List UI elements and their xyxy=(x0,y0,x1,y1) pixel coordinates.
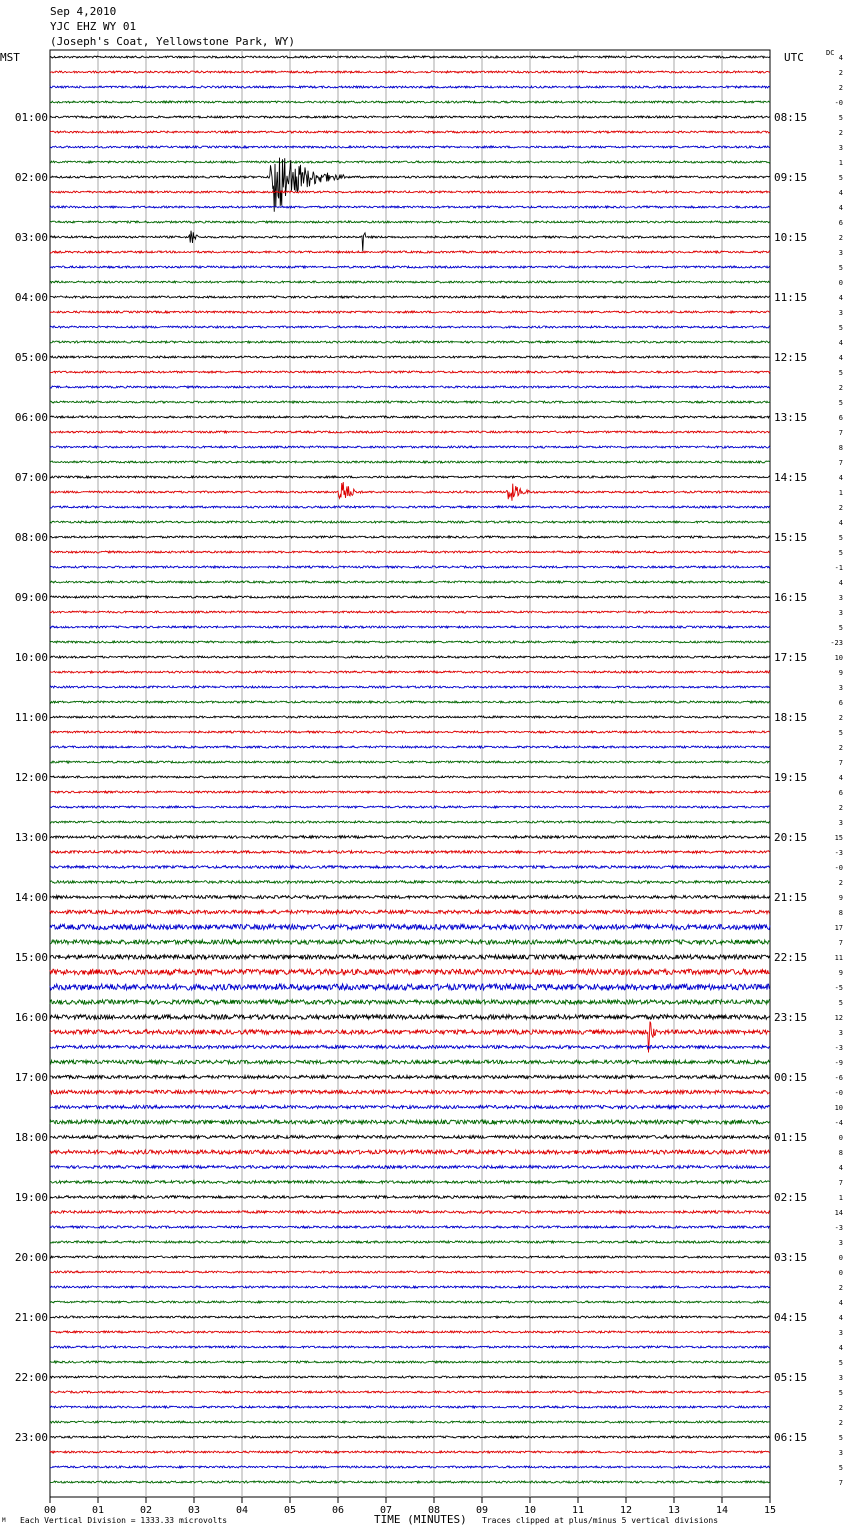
dc-offset-label: 17 xyxy=(834,924,843,932)
dc-offset-label: 2 xyxy=(838,879,843,887)
right-hour-label: 12:15 xyxy=(774,351,808,364)
dc-offset-label: 1 xyxy=(838,159,843,167)
left-hour-label: 10:00 xyxy=(14,651,48,664)
trace-6 xyxy=(50,131,770,133)
trace-73 xyxy=(50,1135,770,1138)
left-hour-label: 08:00 xyxy=(14,531,48,544)
dc-offset-label: 2 xyxy=(838,234,843,242)
trace-92 xyxy=(50,1421,770,1423)
dc-offset-label: 8 xyxy=(838,1149,843,1157)
scale-note: Each Vertical Division = 1333.33 microvolts xyxy=(20,1516,228,1525)
dc-offset-label: 9 xyxy=(838,669,843,677)
right-hour-label: 17:15 xyxy=(774,651,808,664)
trace-25 xyxy=(50,416,770,418)
left-hour-label: 23:00 xyxy=(14,1431,48,1444)
right-hour-label: 10:15 xyxy=(774,231,808,244)
header-date: Sep 4,2010 xyxy=(50,5,117,18)
trace-86 xyxy=(50,1331,770,1333)
dc-offset-label: 4 xyxy=(838,474,843,482)
x-tick-label: 07 xyxy=(379,1505,393,1516)
dc-offset-label: 3 xyxy=(838,684,843,692)
trace-31 xyxy=(50,506,770,508)
dc-offset-label: -6 xyxy=(834,1074,843,1082)
dc-offset-label: 4 xyxy=(838,1314,843,1322)
trace-56 xyxy=(50,881,770,884)
dc-offset-label: 2 xyxy=(838,1404,843,1412)
trace-74 xyxy=(50,1150,770,1154)
trace-95 xyxy=(50,1466,770,1468)
left-hour-label: 22:00 xyxy=(14,1371,48,1384)
trace-22 xyxy=(50,371,770,373)
left-hour-label: 18:00 xyxy=(14,1131,48,1144)
left-hour-label: 14:00 xyxy=(14,891,48,904)
trace-20 xyxy=(50,341,770,343)
clip-note: Traces clipped at plus/minus 5 vertical divisions xyxy=(482,1516,719,1525)
trace-85 xyxy=(50,1316,770,1318)
trace-38 xyxy=(50,611,770,613)
right-hour-label: 18:15 xyxy=(774,711,808,724)
x-tick-label: 05 xyxy=(283,1505,297,1516)
dc-offset-label: 4 xyxy=(838,339,843,347)
trace-79 xyxy=(50,1226,770,1228)
trace-50 xyxy=(50,791,770,793)
dc-offset-label: 0 xyxy=(838,279,843,287)
dc-offset-label: -23 xyxy=(830,639,843,647)
dc-offset-label: 7 xyxy=(838,1179,843,1187)
dc-offset-label: 0 xyxy=(838,1254,843,1262)
dc-offset-label: 2 xyxy=(838,384,843,392)
trace-51 xyxy=(50,806,770,808)
trace-87 xyxy=(50,1346,770,1348)
trace-33 xyxy=(50,536,770,538)
trace-78 xyxy=(50,1211,770,1214)
dc-offset-label: 4 xyxy=(838,1299,843,1307)
trace-2 xyxy=(50,71,770,73)
dc-offset-label: 5 xyxy=(838,369,843,377)
trace-65 xyxy=(50,1015,770,1020)
dc-offset-label: 1 xyxy=(838,1194,843,1202)
dc-offset-label: 2 xyxy=(838,1284,843,1292)
dc-offset-label: 5 xyxy=(838,1389,843,1397)
x-tick-label: 04 xyxy=(235,1505,249,1516)
left-hour-label: 03:00 xyxy=(14,231,48,244)
trace-18 xyxy=(50,311,770,313)
dc-offset-label: 9 xyxy=(838,894,843,902)
trace-54 xyxy=(50,851,770,854)
x-axis-label: TIME (MINUTES) xyxy=(374,1513,467,1526)
dc-offset-label: 6 xyxy=(838,699,843,707)
dc-offset-label: 10 xyxy=(834,654,843,662)
dc-offset-label: 4 xyxy=(838,1344,843,1352)
left-hour-label: 12:00 xyxy=(14,771,48,784)
dc-offset-label: 12 xyxy=(834,1014,843,1022)
trace-48 xyxy=(50,761,770,763)
trace-52 xyxy=(50,821,770,823)
dc-offset-label: 2 xyxy=(838,129,843,137)
right-hour-label: 13:15 xyxy=(774,411,808,424)
dc-offset-label: 6 xyxy=(838,219,843,227)
dc-offset-label: 7 xyxy=(838,1479,843,1487)
trace-83 xyxy=(50,1286,770,1288)
dc-offset-label: 5 xyxy=(838,114,843,122)
dc-offset-label: -3 xyxy=(834,1224,843,1232)
dc-offset-label: 4 xyxy=(838,1164,843,1172)
dc-offset-label: 8 xyxy=(838,444,843,452)
left-hour-label: 16:00 xyxy=(14,1011,48,1024)
left-hour-label: 04:00 xyxy=(14,291,48,304)
right-hour-label: 05:15 xyxy=(774,1371,808,1384)
dc-offset-label: 3 xyxy=(838,1239,843,1247)
trace-76 xyxy=(50,1181,770,1184)
dc-offset-label: -1 xyxy=(834,564,843,572)
dc-offset-label: -5 xyxy=(834,984,843,992)
dc-offset-label: 1 xyxy=(838,489,843,497)
trace-60 xyxy=(50,940,770,944)
trace-43 xyxy=(50,686,770,688)
trace-68 xyxy=(50,1060,770,1064)
left-hour-label: 13:00 xyxy=(14,831,48,844)
dc-offset-label: 2 xyxy=(838,69,843,77)
trace-35 xyxy=(50,566,770,568)
dc-offset-label: 0 xyxy=(838,1134,843,1142)
trace-32 xyxy=(50,521,770,523)
trace-47 xyxy=(50,746,770,748)
dc-offset-label: 14 xyxy=(834,1209,843,1217)
dc-offset-label: 4 xyxy=(838,519,843,527)
dc-offset-label: -3 xyxy=(834,1044,843,1052)
left-hour-label: 21:00 xyxy=(14,1311,48,1324)
dc-label: DC xyxy=(826,49,835,57)
left-hour-label: 17:00 xyxy=(14,1071,48,1084)
right-hour-label: 16:15 xyxy=(774,591,808,604)
dc-offset-label: 3 xyxy=(838,819,843,827)
x-tick-label: 01 xyxy=(91,1505,105,1516)
right-hour-label: 23:15 xyxy=(774,1011,808,1024)
dc-offset-label: 7 xyxy=(838,429,843,437)
dc-offset-label: 7 xyxy=(838,459,843,467)
trace-15 xyxy=(50,266,770,268)
dc-offset-label: 11 xyxy=(834,954,843,962)
trace-10 xyxy=(50,191,770,193)
trace-94 xyxy=(50,1451,770,1453)
x-tick-label: 00 xyxy=(43,1505,57,1516)
right-hour-label: 19:15 xyxy=(774,771,808,784)
dc-offset-label: 4 xyxy=(838,294,843,302)
dc-offset-label: 2 xyxy=(838,1419,843,1427)
x-tick-label: 08 xyxy=(427,1505,441,1516)
x-tick-label: 15 xyxy=(763,1505,777,1516)
dc-offset-label: 3 xyxy=(838,144,843,152)
dc-offset-label: 5 xyxy=(838,174,843,182)
trace-45 xyxy=(50,716,770,718)
trace-55 xyxy=(50,866,770,869)
dc-offset-label: 5 xyxy=(838,999,843,1007)
dc-offset-label: 5 xyxy=(838,1464,843,1472)
x-tick-label: 12 xyxy=(619,1505,633,1516)
dc-offset-label: 10 xyxy=(834,1104,843,1112)
left-hour-label: 01:00 xyxy=(14,111,48,124)
dc-offset-label: 4 xyxy=(838,204,843,212)
right-hour-label: 04:15 xyxy=(774,1311,808,1324)
right-hour-label: 14:15 xyxy=(774,471,808,484)
right-hour-label: 03:15 xyxy=(774,1251,808,1264)
trace-8 xyxy=(50,161,770,163)
dc-offset-label: 4 xyxy=(838,774,843,782)
right-hour-label: 00:15 xyxy=(774,1071,808,1084)
trace-71 xyxy=(50,1105,770,1108)
trace-88 xyxy=(50,1361,770,1363)
trace-70 xyxy=(50,1090,770,1094)
left-hour-label: 15:00 xyxy=(14,951,48,964)
trace-46 xyxy=(50,731,770,733)
dc-offset-label: 4 xyxy=(838,189,843,197)
trace-28 xyxy=(50,461,770,463)
dc-offset-label: 8 xyxy=(838,909,843,917)
dc-offset-label: 6 xyxy=(838,789,843,797)
trace-67 xyxy=(50,1045,770,1048)
right-hour-label: 08:15 xyxy=(774,111,808,124)
trace-24 xyxy=(50,401,770,403)
left-hour-label: 19:00 xyxy=(14,1191,48,1204)
x-tick-label: 14 xyxy=(715,1505,729,1516)
left-hour-label: 09:00 xyxy=(14,591,48,604)
dc-offset-label: 3 xyxy=(838,309,843,317)
trace-89 xyxy=(50,1376,770,1378)
trace-34 xyxy=(50,551,770,553)
trace-19 xyxy=(50,326,770,328)
trace-57 xyxy=(50,896,770,899)
dc-offset-label: 2 xyxy=(838,504,843,512)
dc-offset-label: 6 xyxy=(838,414,843,422)
left-hour-label: 02:00 xyxy=(14,171,48,184)
right-timezone-label: UTC xyxy=(784,51,804,64)
x-tick-label: 11 xyxy=(571,1505,585,1516)
dc-offset-label: 5 xyxy=(838,399,843,407)
left-hour-label: 20:00 xyxy=(14,1251,48,1264)
trace-63 xyxy=(50,984,770,990)
x-tick-label: 10 xyxy=(523,1505,537,1516)
dc-offset-label: 5 xyxy=(838,729,843,737)
trace-44 xyxy=(50,701,770,703)
left-timezone-label: MST xyxy=(0,51,20,64)
trace-64 xyxy=(50,1000,770,1004)
corner-mark: M xyxy=(2,1517,6,1524)
right-hour-label: 09:15 xyxy=(774,171,808,184)
right-hour-label: 02:15 xyxy=(774,1191,808,1204)
trace-5 xyxy=(50,116,770,118)
dc-offset-label: -0 xyxy=(834,99,843,107)
dc-offset-label: 2 xyxy=(838,744,843,752)
x-tick-label: 13 xyxy=(667,1505,681,1516)
dc-offset-label: 2 xyxy=(838,804,843,812)
header-location: (Joseph's Coat, Yellowstone Park, WY) xyxy=(50,35,296,48)
dc-offset-label: 3 xyxy=(838,1374,843,1382)
right-hour-label: 22:15 xyxy=(774,951,808,964)
dc-offset-label: 3 xyxy=(838,249,843,257)
right-hour-label: 01:15 xyxy=(774,1131,808,1144)
left-hour-label: 06:00 xyxy=(14,411,48,424)
trace-26 xyxy=(50,431,770,433)
trace-30 xyxy=(50,482,770,501)
trace-90 xyxy=(50,1391,770,1393)
trace-36 xyxy=(50,581,770,583)
right-hour-label: 11:15 xyxy=(774,291,808,304)
dc-offset-label: 5 xyxy=(838,549,843,557)
x-tick-label: 09 xyxy=(475,1505,489,1516)
dc-offset-label: -4 xyxy=(834,1119,843,1127)
trace-17 xyxy=(50,296,770,298)
trace-21 xyxy=(50,356,770,358)
trace-53 xyxy=(50,836,770,839)
dc-offset-label: 15 xyxy=(834,834,843,842)
right-hour-label: 15:15 xyxy=(774,531,808,544)
dc-offset-label: 4 xyxy=(838,354,843,362)
dc-offset-label: 3 xyxy=(838,594,843,602)
dc-offset-label: 2 xyxy=(838,84,843,92)
dc-offset-label: 5 xyxy=(838,1359,843,1367)
trace-7 xyxy=(50,146,770,148)
trace-14 xyxy=(50,251,770,253)
dc-offset-label: 9 xyxy=(838,969,843,977)
trace-62 xyxy=(50,969,770,975)
dc-offset-label: 5 xyxy=(838,534,843,542)
dc-offset-label: 5 xyxy=(838,1434,843,1442)
trace-29 xyxy=(50,476,770,478)
x-tick-label: 03 xyxy=(187,1505,201,1516)
dc-offset-label: 3 xyxy=(838,1329,843,1337)
trace-37 xyxy=(50,596,770,598)
trace-82 xyxy=(50,1271,770,1273)
trace-16 xyxy=(50,281,770,283)
trace-61 xyxy=(50,955,770,959)
trace-11 xyxy=(50,206,770,208)
trace-77 xyxy=(50,1196,770,1199)
trace-4 xyxy=(50,101,770,103)
dc-offset-label: -9 xyxy=(834,1059,843,1067)
trace-69 xyxy=(50,1075,770,1078)
x-tick-label: 02 xyxy=(139,1505,153,1516)
dc-offset-label: 0 xyxy=(838,1269,843,1277)
trace-40 xyxy=(50,641,770,643)
trace-27 xyxy=(50,446,770,448)
trace-13 xyxy=(50,231,770,251)
right-hour-label: 21:15 xyxy=(774,891,808,904)
x-tick-label: 06 xyxy=(331,1505,345,1516)
trace-42 xyxy=(50,671,770,673)
header-station: YJC EHZ WY 01 xyxy=(50,20,137,33)
trace-41 xyxy=(50,656,770,658)
trace-39 xyxy=(50,626,770,628)
trace-91 xyxy=(50,1406,770,1408)
dc-offset-label: 7 xyxy=(838,939,843,947)
dc-offset-label: 2 xyxy=(838,714,843,722)
right-hour-label: 20:15 xyxy=(774,831,808,844)
left-hour-label: 11:00 xyxy=(14,711,48,724)
dc-offset-label: 7 xyxy=(838,759,843,767)
dc-offset-label: 3 xyxy=(838,1449,843,1457)
dc-offset-label: 4 xyxy=(838,54,843,62)
dc-offset-label: -3 xyxy=(834,849,843,857)
right-hour-label: 06:15 xyxy=(774,1431,808,1444)
dc-offset-label: 5 xyxy=(838,264,843,272)
trace-58 xyxy=(50,910,770,914)
trace-81 xyxy=(50,1256,770,1258)
dc-offset-label: 3 xyxy=(838,1029,843,1037)
trace-84 xyxy=(50,1301,770,1303)
dc-offset-label: 3 xyxy=(838,609,843,617)
trace-1 xyxy=(50,56,770,58)
trace-72 xyxy=(50,1120,770,1124)
dc-offset-label: -0 xyxy=(834,864,843,872)
trace-49 xyxy=(50,776,770,778)
dc-offset-label: 5 xyxy=(838,624,843,632)
trace-93 xyxy=(50,1436,770,1438)
trace-96 xyxy=(50,1481,770,1483)
dc-offset-label: -0 xyxy=(834,1089,843,1097)
dc-offset-label: 5 xyxy=(838,324,843,332)
left-hour-label: 07:00 xyxy=(14,471,48,484)
trace-75 xyxy=(50,1166,770,1169)
trace-59 xyxy=(50,924,770,929)
left-hour-label: 05:00 xyxy=(14,351,48,364)
dc-offset-label: 4 xyxy=(838,579,843,587)
trace-80 xyxy=(50,1241,770,1243)
trace-3 xyxy=(50,86,770,88)
trace-23 xyxy=(50,386,770,388)
trace-9 xyxy=(50,158,770,212)
trace-12 xyxy=(50,221,770,223)
